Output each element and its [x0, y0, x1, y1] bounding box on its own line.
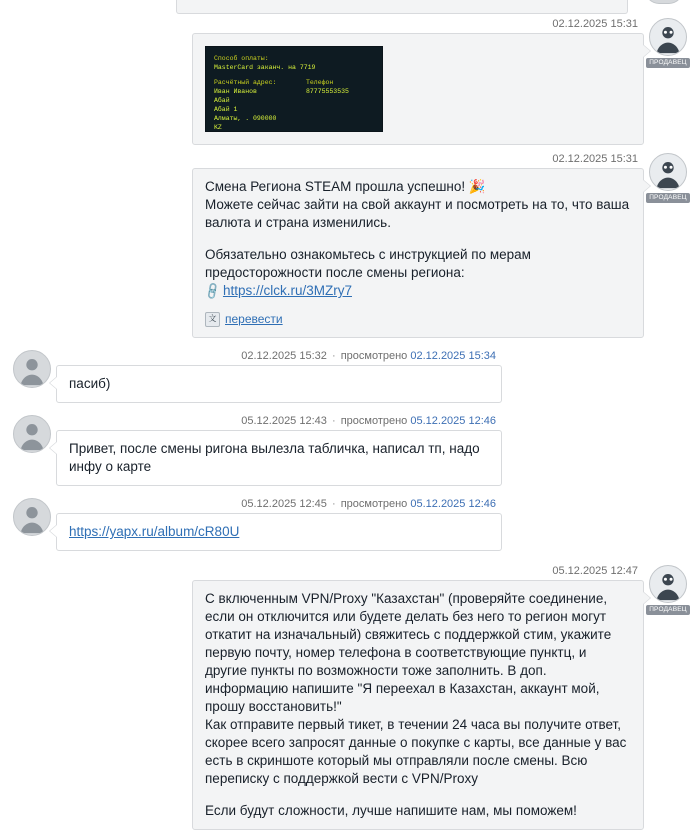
seller-avatar-block[interactable]: [644, 151, 692, 203]
message-row-album-link: [0, 496, 700, 551]
message-timestamp: 05.12.2025 12:43 · просмотрено 05.12.2025 12:46: [241, 415, 496, 427]
message-link-row: [202, 280, 631, 302]
message-bubble-album-link: [56, 513, 502, 551]
message-text-instruction: Обязательно ознакомьтесь с инструкцией по мерам предосторожности после смены региона:: [205, 247, 531, 280]
message-partial-top: [0, 0, 700, 14]
receipt-billing-address-label: Расчётный адрес:: [214, 79, 277, 86]
message-row-thanks: [0, 348, 700, 403]
message-row-receipt: [0, 16, 700, 145]
message-seen-time: 05.12.2025 12:46: [410, 498, 496, 510]
receipt-address-line-1: Абай: [214, 97, 230, 104]
seller-badge: ПРОДАВЕЦ: [646, 605, 690, 615]
seller-badge: ПРОДАВЕЦ: [646, 58, 690, 68]
message-text-line-1: Смена Региона STEAM прошла успешно! 🎉: [205, 179, 486, 194]
message-bubble-vpn-instructions: [192, 580, 644, 830]
message-text-line-2: Можете сейчас зайти на свой аккаунт и посмотреть на то, что ваша валюта и страна изменились.: [205, 197, 630, 230]
user-avatar-icon[interactable]: [13, 498, 51, 536]
message-text: пасиб): [69, 376, 111, 391]
user-avatar-icon[interactable]: [13, 350, 51, 388]
receipt-phone-value: 87775553535: [306, 88, 349, 95]
receipt-address-country: KZ: [214, 124, 222, 131]
album-link[interactable]: https://yapx.ru/album/cR80U: [69, 524, 240, 539]
message-bubble-region-success: [192, 168, 644, 338]
translate-icon[interactable]: 文: [205, 312, 220, 327]
seller-avatar-block[interactable]: [644, 16, 692, 68]
receipt-name-value: Иван Иванов: [214, 88, 257, 95]
message-text-block-3: Если будут сложности, лучше напишите нам, мы поможем!: [205, 803, 577, 818]
instruction-link[interactable]: https://clck.ru/3MZry7: [222, 283, 352, 298]
receipt-payment-method-value: MasterCard заканч. на 7719: [214, 64, 316, 71]
message-row-card-info: [0, 413, 700, 486]
message-bubble-card-info: [56, 430, 502, 486]
message-bubble-receipt: [192, 33, 644, 145]
message-seen-time: 02.12.2025 15:34: [410, 350, 496, 362]
receipt-address-line-2: Абай 1: [214, 106, 238, 113]
message-timestamp: 05.12.2025 12:47: [552, 565, 638, 577]
message-timestamp: 02.12.2025 15:31: [552, 153, 638, 165]
user-avatar-icon[interactable]: [649, 18, 687, 56]
message-bubble-partial: [176, 0, 628, 14]
message-bubble-thanks: [56, 365, 502, 403]
message-text: Привет, после смены ригона вылезла табличка, написал тп, надо инфу о карте: [69, 441, 480, 474]
message-row-region-success: [0, 151, 700, 338]
user-avatar-icon[interactable]: [649, 153, 687, 191]
seller-badge: ПРОДАВЕЦ: [646, 193, 690, 203]
translate-link[interactable]: перевести: [225, 312, 283, 326]
message-timestamp: 02.12.2025 15:31: [552, 18, 638, 30]
paperclip-icon: 🔗: [202, 280, 223, 302]
message-text-block-2: Как отправите первый тикет, в течении 24 часа вы получите ответ, скорее всего запросят данные о покупке с карты, все данные у вас есть в скриншоте который мы отправляли после смены. Всю переписку с поддержкой вести с VPN/Proxy: [205, 717, 627, 786]
receipt-payment-method-label: Способ оплаты:: [214, 55, 269, 62]
avatar-partial: [645, 0, 683, 4]
message-timestamp: 02.12.2025 15:32 · просмотрено 02.12.2025 15:34: [241, 350, 496, 362]
message-seen-time: 05.12.2025 12:46: [410, 415, 496, 427]
user-avatar-icon[interactable]: [13, 415, 51, 453]
receipt-phone-label: Телефон: [306, 79, 334, 86]
message-row-vpn-instructions: [0, 563, 700, 830]
receipt-address-line-3: Алматы, . 090000: [214, 115, 277, 122]
translate-row[interactable]: [205, 310, 631, 328]
payment-receipt-screenshot[interactable]: [205, 46, 383, 132]
message-text-block-1: С включенным VPN/Proxy "Казахстан" (проверяйте соединение, если он отключится или будете делать без него то регион могут откатит на изначальный) свяжитесь с поддержкой стим, укажите первую почту, номер телефона в соответствующие пунктц, и другие пункты по возможности тоже заполнить. В доп. информацию напишите "Я переехал в Казахстан, аккаунт мой, прошу восстановить!": [205, 591, 612, 714]
seller-avatar-block[interactable]: [644, 563, 692, 615]
user-avatar-icon[interactable]: [649, 565, 687, 603]
message-timestamp: 05.12.2025 12:45 · просмотрено 05.12.2025 12:46: [241, 498, 496, 510]
